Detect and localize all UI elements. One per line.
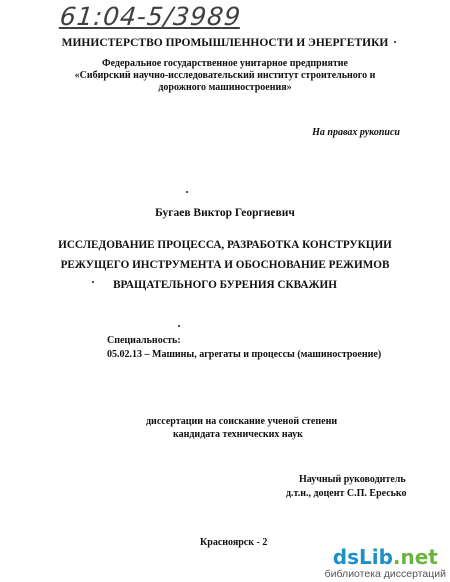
author-name: Бугаев Виктор Георгиевич (155, 207, 295, 219)
ministry-heading: МИНИСТЕРСТВО ПРОМЫШЛЕННОСТИ И ЭНЕРГЕТИКИ (61, 37, 389, 49)
supervisor-label: Научный руководитель (299, 474, 406, 485)
title-line-3: ВРАЩАТЕЛЬНОГО БУРЕНИЯ СКВАЖИН (113, 279, 337, 291)
handwritten-catalog-number: 61:04-5/3989 (58, 2, 243, 31)
rights-notice: На правах рукописи (312, 127, 400, 138)
institute-line-3: дорожного машиностроения» (158, 82, 292, 93)
supervisor-name: д.т.н., доцент С.П. Ересько (286, 488, 407, 499)
city-year: Красноярск - 2 (200, 537, 268, 548)
dslib-logo: dsLib.net (332, 545, 438, 569)
scan-speck (178, 325, 180, 327)
specialty-value: 05.02.13 – Машины, агрегаты и процессы (машиностроение) (107, 349, 382, 360)
dissertation-degree-line-1: диссертации на соискание ученой степени (146, 416, 338, 427)
title-line-1: ИССЛЕДОВАНИЕ ПРОЦЕССА, РАЗРАБОТКА КОНСТРУКЦИИ (58, 239, 392, 251)
institute-line-2: «Сибирский научно-исследовательский институт строительного и (74, 70, 376, 81)
dslib-watermark (325, 546, 446, 580)
title-line-2: РЕЖУЩЕГО ИНСТРУМЕНТА И ОБОСНОВАНИЕ РЕЖИМОВ (60, 259, 390, 271)
dissertation-title (0, 235, 450, 295)
scan-speck (186, 191, 188, 193)
dissertation-degree-line-2: кандидата технических наук (173, 429, 303, 440)
scan-speck (394, 41, 396, 43)
specialty-label: Специальность: (107, 335, 181, 346)
institute-line-1: Федеральное государственное унитарное предприятие (102, 58, 348, 69)
scan-speck (92, 281, 94, 283)
dslib-subtitle: библиотека диссертаций (324, 568, 446, 580)
